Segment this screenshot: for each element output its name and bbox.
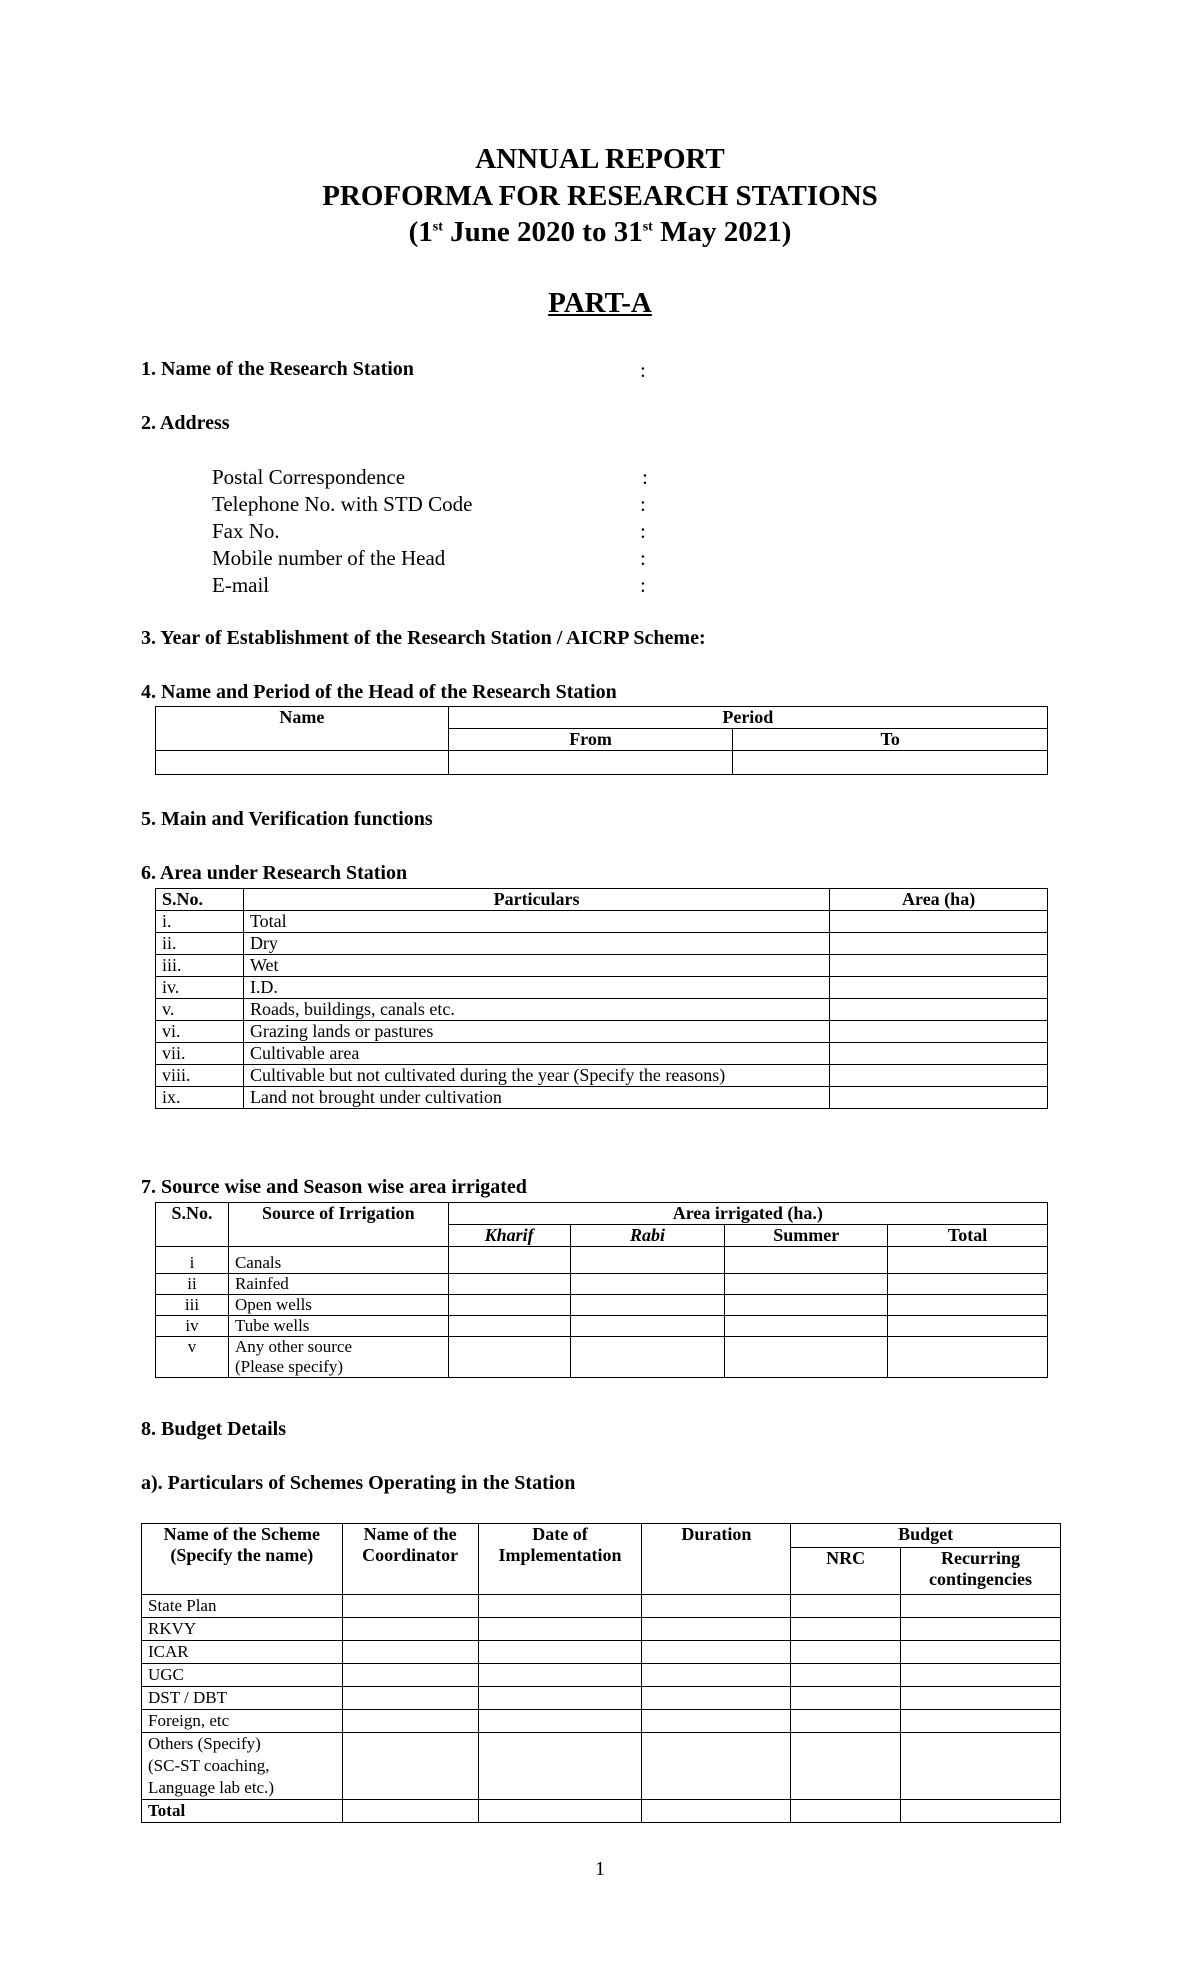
table-row: ICAR xyxy=(142,1641,1061,1664)
table-row: DST / DBT xyxy=(142,1687,1061,1710)
part-heading: PART-A xyxy=(548,287,652,319)
table-row: iv. I.D. xyxy=(156,977,1048,999)
field-postal: Postal Correspondence xyxy=(212,465,406,489)
section-3-label: 3. Year of Establishment of the Research Station / AICRP Scheme: xyxy=(141,627,706,649)
colon-fax: : xyxy=(640,519,646,543)
colon-email: : xyxy=(640,573,646,597)
col-coordinator: Name of the Coordinator xyxy=(342,1524,478,1595)
page-number: 1 xyxy=(595,1858,605,1880)
field-fax: Fax No. xyxy=(212,519,280,543)
field-email: E-mail xyxy=(212,573,270,597)
col-area-irrigated: Area irrigated (ha.) xyxy=(448,1203,1047,1225)
section-8a-label: a). Particulars of Schemes Operating in the Station xyxy=(141,1472,576,1494)
table-row: iii. Wet xyxy=(156,955,1048,977)
budget-table xyxy=(141,1523,1061,1823)
table-row: vii. Cultivable area xyxy=(156,1043,1048,1065)
table-row: State Plan xyxy=(142,1595,1061,1618)
col-budget: Budget xyxy=(791,1524,1061,1548)
col-rabi: Rabi xyxy=(570,1225,725,1247)
col-period: Period xyxy=(448,707,1047,729)
table-row: iv Tube wells xyxy=(156,1316,1048,1337)
col-to: To xyxy=(733,729,1048,751)
col-area: Area (ha) xyxy=(830,889,1048,911)
section-7-label: 7. Source wise and Season wise area irrigated xyxy=(141,1176,527,1198)
col-source: Source of Irrigation xyxy=(228,1203,448,1247)
col-recurring: Recurring contingencies xyxy=(901,1548,1061,1595)
table-row: UGC xyxy=(142,1664,1061,1687)
col-scheme: Name of the Scheme (Specify the name) xyxy=(142,1524,343,1595)
table-row: ii Rainfed xyxy=(156,1274,1048,1295)
field-telephone: Telephone No. with STD Code xyxy=(212,492,473,516)
colon-mobile: : xyxy=(640,546,646,570)
col-from: From xyxy=(448,729,733,751)
table-row: RKVY xyxy=(142,1618,1061,1641)
head-period-table xyxy=(155,706,1048,775)
table-row: v Any other source (Please specify) xyxy=(156,1337,1048,1378)
table-row: iii Open wells xyxy=(156,1295,1048,1316)
col-duration: Duration xyxy=(642,1524,791,1595)
area-table xyxy=(155,888,1048,1109)
section-1-colon: : xyxy=(640,358,646,382)
colon-telephone: : xyxy=(640,492,646,516)
table-row xyxy=(156,751,1048,775)
section-4-label: 4. Name and Period of the Head of the Research Station xyxy=(141,681,617,703)
report-period: (1st June 2020 to 31st May 2021) xyxy=(408,216,792,248)
col-nrc: NRC xyxy=(791,1548,901,1595)
table-row: Others (Specify) (SC-ST coaching, Language lab etc.) xyxy=(142,1733,1061,1800)
report-subtitle: PROFORMA FOR RESEARCH STATIONS xyxy=(322,180,878,212)
field-mobile: Mobile number of the Head xyxy=(212,546,446,570)
table-row: ix. Land not brought under cultivation xyxy=(156,1087,1048,1109)
section-6-label: 6. Area under Research Station xyxy=(141,862,408,884)
col-date: Date of Implementation xyxy=(478,1524,642,1595)
col-sno: S.No. xyxy=(156,889,244,911)
section-5-label: 5. Main and Verification functions xyxy=(141,808,433,830)
total-row: Total xyxy=(142,1800,1061,1823)
col-particulars: Particulars xyxy=(243,889,829,911)
table-row: viii. Cultivable but not cultivated during the year (Specify the reasons) xyxy=(156,1065,1048,1087)
section-1-label: 1. Name of the Research Station xyxy=(141,358,414,380)
table-row: i. Total xyxy=(156,911,1048,933)
section-8-label: 8. Budget Details xyxy=(141,1418,286,1440)
table-row: Foreign, etc xyxy=(142,1710,1061,1733)
table-row: vi. Grazing lands or pastures xyxy=(156,1021,1048,1043)
section-2-label: 2. Address xyxy=(141,412,230,434)
report-title: ANNUAL REPORT xyxy=(475,143,725,175)
col-kharif: Kharif xyxy=(448,1225,570,1247)
irrigation-table xyxy=(155,1202,1048,1378)
col-sno: S.No. xyxy=(156,1203,229,1247)
col-summer: Summer xyxy=(725,1225,888,1247)
table-row: ii. Dry xyxy=(156,933,1048,955)
col-name: Name xyxy=(156,707,449,751)
table-row: v. Roads, buildings, canals etc. xyxy=(156,999,1048,1021)
table-row: i Canals xyxy=(156,1247,1048,1274)
colon-postal: : xyxy=(642,465,648,489)
col-total: Total xyxy=(888,1225,1048,1247)
